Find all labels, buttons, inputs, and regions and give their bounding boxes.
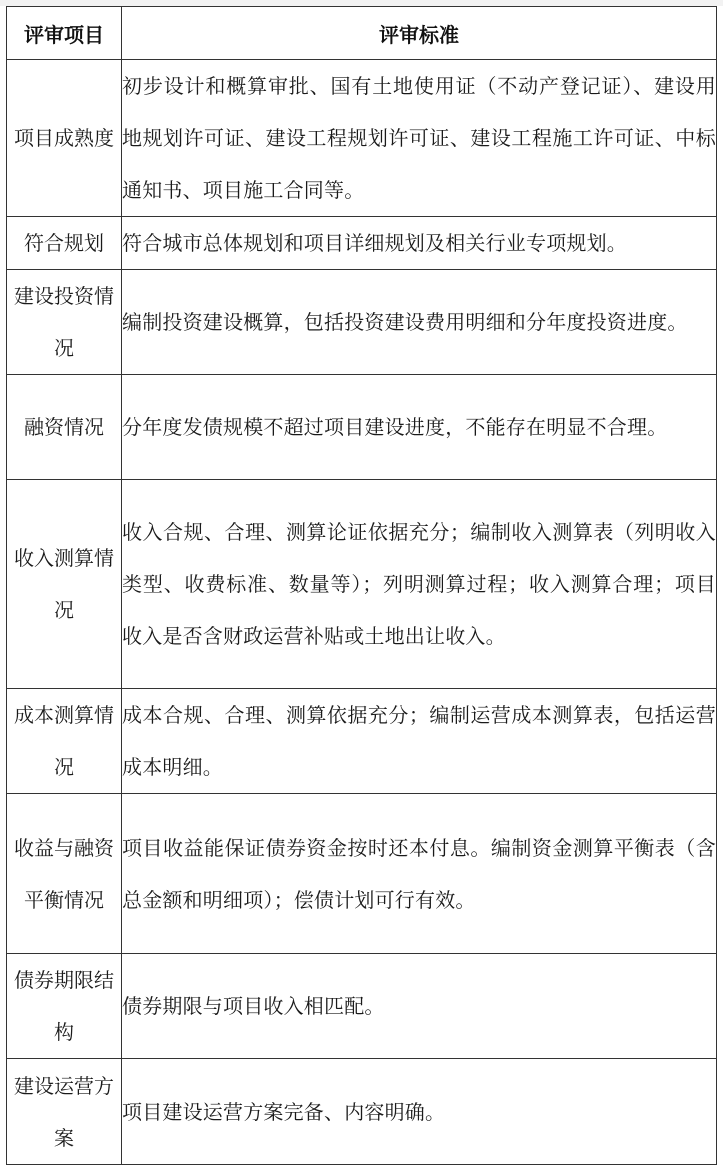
review-criteria-cell: 符合城市总体规划和项目详细规划及相关行业专项规划。 [122,217,717,270]
table-row [7,217,717,270]
table-row [7,480,717,689]
review-criteria-table [6,6,717,1165]
review-criteria-cell: 编制投资建设概算，包括投资建设费用明细和分年度投资进度。 [122,270,717,375]
review-criteria-cell: 初步设计和概算审批、国有土地使用证（不动产登记证）、建设用地规划许可证、建设工程规划许可证、建设工程施工许可证、中标通知书、项目施工合同等。 [122,60,717,217]
table-row [7,689,717,794]
review-criteria-cell: 项目建设运营方案完备、内容明确。 [122,1059,717,1165]
review-criteria-cell: 分年度发债规模不超过项目建设进度，不能存在明显不合理。 [122,375,717,480]
review-criteria-cell: 成本合规、合理、测算依据充分；编制运营成本测算表，包括运营成本明细。 [122,689,717,794]
review-item-cell: 收益与融资平衡情况 [7,794,122,954]
table-row [7,954,717,1059]
review-criteria-cell: 项目收益能保证债券资金按时还本付息。编制资金测算平衡表（含总金额和明细项）；偿债计划可行有效。 [122,794,717,954]
table-row [7,794,717,954]
review-item-cell: 建设运营方案 [7,1059,122,1165]
table-row [7,60,717,217]
review-item-cell: 成本测算情况 [7,689,122,794]
review-criteria-cell: 债券期限与项目收入相匹配。 [122,954,717,1059]
review-item-cell: 债券期限结构 [7,954,122,1059]
review-item-cell: 符合规划 [7,217,122,270]
review-item-cell: 收入测算情况 [7,480,122,689]
table-row [7,270,717,375]
header-review-item: 评审项目 [7,7,122,60]
table-row [7,1059,717,1165]
review-criteria-cell: 收入合规、合理、测算论证依据充分；编制收入测算表（列明收入类型、收费标准、数量等）；列明测算过程；收入测算合理；项目收入是否含财政运营补贴或土地出让收入。 [122,480,717,689]
review-item-cell: 融资情况 [7,375,122,480]
header-review-criteria: 评审标准 [122,7,717,60]
review-item-cell: 建设投资情况 [7,270,122,375]
review-item-cell: 项目成熟度 [7,60,122,217]
table-header-row [7,7,717,60]
table-row [7,375,717,480]
